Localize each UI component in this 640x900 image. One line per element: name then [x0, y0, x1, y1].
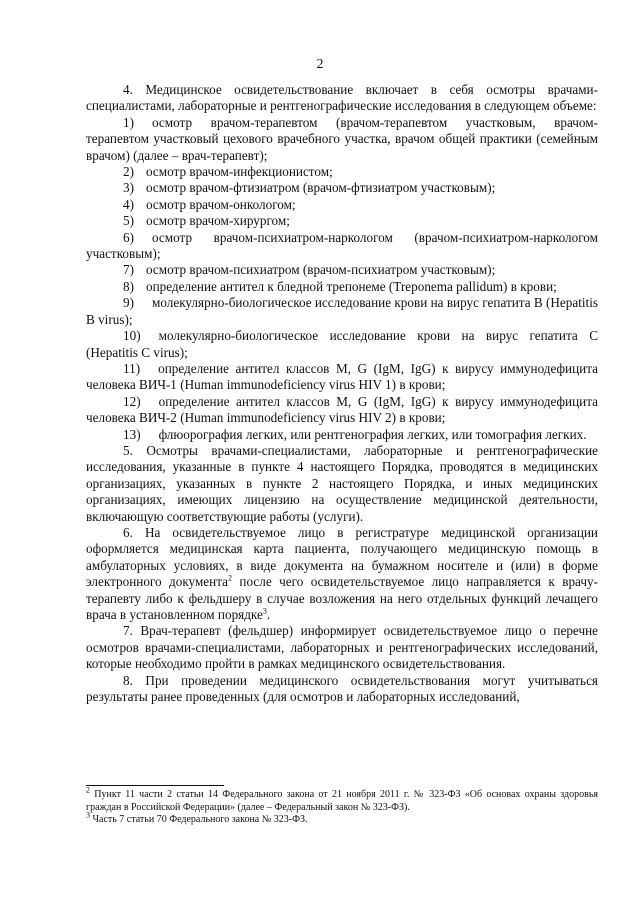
- paragraph-7: 7. Врач-терапевт (фельдшер) информирует освидетельствуемое лицо о перечне осмотров врачами-специалистами, лабораторных и рентгенографических исследований, которые необходимо пройти в рамках медицинского освидетельствования.: [86, 623, 598, 672]
- list-item-number: 11): [123, 360, 141, 376]
- list-item-text: определение антител классов M, G (IgM, IgG) к вирусу иммунодефицита человека ВИЧ-2 (Human immunodeficiency virus HIV 2) в крови;: [86, 393, 598, 426]
- list-item-number: 9): [123, 295, 134, 311]
- paragraph-6-part-b: после чего освидетельствуемое лицо направляется к врачу-терапевту либо к фельдшеру в случае возложения на него отдельных функций лечащего врача в установленном порядке: [86, 574, 598, 622]
- list-item: [86, 394, 598, 427]
- list-item-number: 3): [123, 180, 134, 196]
- footnotes: [86, 785, 598, 827]
- paragraph-5: 5. Осмотры врачами-специалистами, лабораторные и рентгенографические исследования, указанные в пункте 4 настоящего Порядка, проводятся в медицинских организациях, указанных в пункте 2 настоящего Порядка, и иных медицинских организациях, имеющих лицензию на осуществление медицинской деятельности, включающую соответствующие работы (услуги).: [86, 442, 598, 524]
- footnote-text: Часть 7 статьи 70 Федерального закона № 323-ФЗ.: [90, 814, 308, 825]
- list-item-number: 1): [123, 114, 134, 130]
- list-item-text: осмотр врачом-инфекционистом;: [146, 164, 333, 180]
- list-item-number: 6): [123, 229, 134, 245]
- list-item-number: 8): [123, 278, 134, 294]
- list-item-text: молекулярно-биологическое исследование крови на вирус гепатита B (Hepatitis B virus);: [86, 295, 598, 327]
- footnote-mark: 2: [86, 785, 90, 795]
- footnote-mark: 3: [86, 810, 90, 820]
- list-item: [86, 279, 598, 295]
- list-item-number: 4): [123, 196, 134, 212]
- document-body: [86, 82, 598, 705]
- paragraph-4-intro: 4. Медицинское освидетельствование включает в себя осмотры врачами-специалистами, лабораторные и рентгенографические исследования в следующем объеме:: [86, 82, 598, 114]
- list-item: [86, 328, 598, 361]
- page-number: 2: [316, 57, 324, 72]
- list-item-number: 10): [123, 328, 141, 344]
- list-item: [86, 262, 598, 278]
- footnote: [86, 810, 598, 827]
- list-item-number: 7): [123, 262, 134, 278]
- list-item: [86, 197, 598, 213]
- list-item-text: осмотр врачом-психиатром (врачом-психиатром участковым);: [146, 262, 496, 278]
- list-item-text: определение антител к бледной трепонеме (Treponema pallidum) в крови;: [146, 278, 557, 294]
- paragraph-8: 8. При проведении медицинского освидетельствования могут учитываться результаты ранее проведенных (для осмотров и лабораторных исследований,: [86, 672, 598, 705]
- list-item: [86, 230, 598, 263]
- list-item-text: осмотр врачом-онкологом;: [146, 196, 296, 212]
- list-item-number: 12): [123, 393, 141, 409]
- footnote-ref-2[interactable]: 2: [228, 573, 232, 583]
- list-item-text: флюорография легких, или рентгенография легких, или томография легких.: [158, 426, 587, 442]
- list-item: [86, 164, 598, 180]
- list-item-text: определение антител классов M, G (IgM, IgG) к вирусу иммунодефицита человека ВИЧ-1 (Human immunodeficiency virus HIV 1) в крови;: [86, 360, 598, 393]
- list-item-number: 5): [123, 213, 134, 229]
- list-item-text: осмотр врачом-хирургом;: [146, 213, 290, 229]
- list-item-number: 13): [123, 426, 141, 442]
- list-item-text: осмотр врачом-терапевтом (врачом-терапевтом участковым, врачом-терапевтом участковый цехового врачебного участка, врачом общей практики (семейным врачом) (далее – врач-терапевт);: [86, 114, 598, 163]
- list-item: [86, 295, 598, 328]
- paragraph-6: [86, 525, 598, 623]
- paragraph-6-part-c: .: [266, 607, 271, 622]
- list-item: [86, 213, 598, 229]
- footnote: [86, 785, 598, 814]
- footnote-text: Пункт 11 части 2 статьи 14 Федерального закона от 21 ноября 2011 г. № 323-ФЗ «Об основах охраны здоровья граждан в Российской Федерации» (далее – Федеральный закон № 323-ФЗ).: [86, 789, 598, 813]
- list-item: [86, 115, 598, 164]
- list-item: [86, 361, 598, 394]
- list-item-text: осмотр врачом-фтизиатром (врачом-фтизиатром участковым);: [146, 180, 496, 196]
- list-item-number: 2): [123, 164, 134, 180]
- footnote-ref-3[interactable]: 3: [262, 606, 267, 616]
- paragraph-6-part-a: 6. На освидетельствуемое лицо в регистратуре медицинской организации оформляется медицинская карта пациента, получающего медицинскую помощь в амбулаторных условиях, в виде документа на бумажном носителе и (или) в форме электронного документа: [86, 524, 598, 590]
- list-item-text: осмотр врачом-психиатром-наркологом (врачом-психиатром-наркологом участковым);: [86, 229, 598, 262]
- list-item-text: молекулярно-биологическое исследование крови на вирус гепатита C (Hepatitis C virus);: [86, 328, 598, 360]
- list-item: [86, 427, 598, 443]
- footnote-divider: [86, 785, 224, 786]
- list-item: [86, 180, 598, 196]
